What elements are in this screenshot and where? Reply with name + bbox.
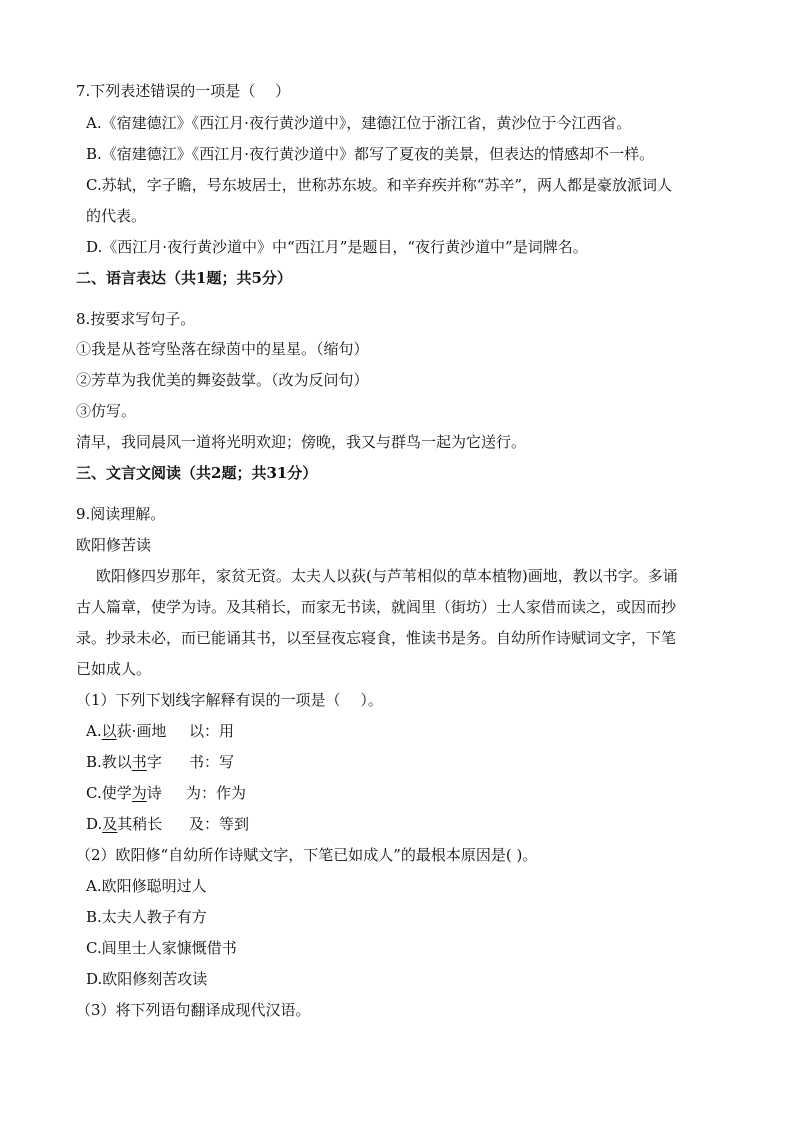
option-b-suffix: 字 xyxy=(146,753,162,771)
q8-item-2: ②芳草为我优美的舞姿鼓掌。（改为反问句） xyxy=(76,371,369,389)
q9-sub1-option-b xyxy=(86,752,162,772)
passage-line-4: 已如成人。 xyxy=(76,660,152,678)
q8-example-sentence: 清早，我同晨风一道将光明欢迎；傍晚，我又与群鸟一起为它送行。 xyxy=(76,433,527,451)
option-b-underlined-char: 书 xyxy=(131,753,147,771)
q7-option-c-line1: C.苏轼，字子瞻，号东坡居士，世称苏东坡。和辛弃疾并称“苏辛”，两人都是豪放派词人 xyxy=(86,176,673,194)
option-d-suffix: 其稍长 xyxy=(117,815,163,833)
option-c-underlined-char: 为 xyxy=(131,784,147,802)
q9-sub2-stem: （2）欧阳修“自幼所作诗赋文字，下笔已如成人”的最根本原因是( )。 xyxy=(76,846,538,864)
q9-sub1-option-b-explanation: 书：写 xyxy=(189,753,235,771)
q9-sub3-stem: （3）将下列语句翻译成现代汉语。 xyxy=(76,1001,311,1019)
q7-option-a: A.《宿建德江》《西江月·夜行黄沙道中》，建德江位于浙江省，黄沙位于今江西省。 xyxy=(86,114,632,132)
option-a-suffix: 荻·画地 xyxy=(116,722,167,740)
q9-sub1-stem: （1）下列下划线字解释有误的一项是（ ）。 xyxy=(76,691,383,709)
q9-stem: 9.阅读理解。 xyxy=(76,505,166,523)
passage-line-2: 古人篇章，使学为诗。及其稍长，而家无书读，就闾里（街坊）士人家借而读之，或因而抄 xyxy=(76,598,677,616)
passage-title: 欧阳修苦读 xyxy=(76,536,152,554)
option-c-suffix: 诗 xyxy=(146,784,162,802)
passage-line-1: 欧阳修四岁那年，家贫无资。太夫人以荻(与芦苇相似的草本植物)画地，教以书字。多诵 xyxy=(96,567,678,585)
q9-sub1-option-a-explanation: 以：用 xyxy=(189,722,235,740)
passage-line-3: 录。抄录未必，而已能诵其书，以至昼夜忘寝食，惟读书是务。自幼所作诗赋词文字，下笔 xyxy=(76,629,677,647)
option-c-prefix: C.使学 xyxy=(86,784,132,802)
q9-sub2-option-b: B.太夫人教子有方 xyxy=(86,908,207,926)
q9-sub1-option-a xyxy=(86,721,166,741)
q9-sub1-option-d-explanation: 及：等到 xyxy=(189,815,250,833)
q8-stem: 8.按要求写句子。 xyxy=(76,310,196,328)
q7-option-b: B.《宿建德江》《西江月·夜行黄沙道中》都写了夏夜的美景，但表达的情感却不一样。 xyxy=(86,145,655,163)
q7-option-d: D.《西江月·夜行黄沙道中》中“西江月”是题目，“夜行黄沙道中”是词牌名。 xyxy=(86,238,588,256)
section-heading-language-expression: 二、语言表达（共1题；共5分） xyxy=(76,269,292,287)
q7-stem: 7.下列表述错误的一项是（ ） xyxy=(76,82,291,100)
option-b-prefix: B.教以 xyxy=(86,753,132,771)
section-heading-classical-reading: 三、文言文阅读（共2题；共31分） xyxy=(76,464,318,482)
q9-sub1-option-c xyxy=(86,783,162,803)
q9-sub1-option-d xyxy=(86,814,162,834)
q7-option-c-line2: 的代表。 xyxy=(86,207,147,225)
q9-sub2-option-a: A.欧阳修聪明过人 xyxy=(86,877,207,895)
q9-sub1-option-c-explanation: 为：作为 xyxy=(186,784,247,802)
option-d-underlined-char: 及 xyxy=(102,815,118,833)
q8-item-3: ③仿写。 xyxy=(76,402,137,420)
option-a-prefix: A. xyxy=(86,722,102,740)
q8-item-1: ①我是从苍穹坠落在绿茵中的星星。（缩句） xyxy=(76,340,369,358)
q9-sub2-option-c: C.闾里士人家慷慨借书 xyxy=(86,939,237,957)
option-a-underlined-char: 以 xyxy=(101,722,117,740)
q9-sub2-option-d: D.欧阳修刻苦攻读 xyxy=(86,970,208,988)
option-d-prefix: D. xyxy=(86,815,103,833)
